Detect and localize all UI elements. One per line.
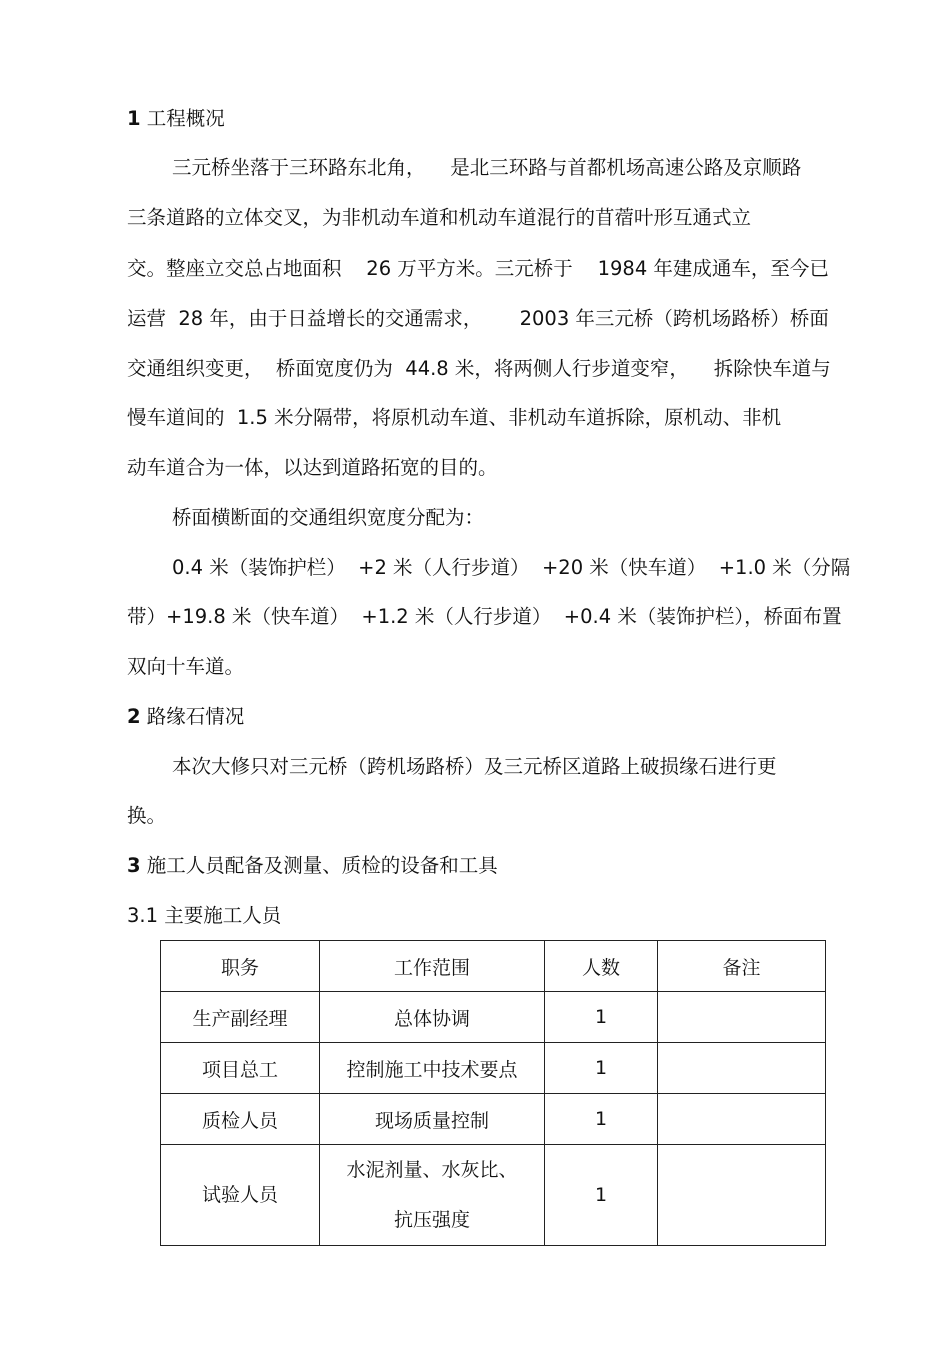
s1-p1-line-7: 动车道合为一体，以达到道路拓宽的目的。 (127, 456, 498, 479)
table-cell-multiline (320, 1145, 545, 1246)
s1-p1-line-1: 三元桥坐落于三环路东北角， 是北三环路与首都机场高速公路及京顺路 (172, 156, 802, 179)
table-cell (658, 1043, 826, 1094)
table-cell: 质检人员 (161, 1094, 320, 1145)
section-2-title: 路缘石情况 (146, 705, 245, 728)
table-cell: 现场质量控制 (320, 1094, 545, 1145)
s2-p1-line-2: 换。 (127, 804, 167, 827)
table-cell (658, 992, 826, 1043)
staff-table (160, 940, 826, 1246)
s1-p1-line-3: 交。整座立交总占地面积 26 万平方米。三元桥于 1984 年建成通车，至今已 (127, 257, 829, 280)
section-1-title: 工程概况 (146, 107, 225, 130)
table-cell: 1 (545, 1145, 658, 1246)
s1-p1-line-2: 三条道路的立体交叉，为非机动车道和机动车道混行的苜蓿叶形互通式立 (127, 206, 752, 229)
table-cell: 生产副经理 (161, 992, 320, 1043)
section-1-heading (127, 107, 225, 131)
section-2-heading (127, 705, 244, 729)
table-row (161, 992, 826, 1043)
table-cell: 1 (545, 992, 658, 1043)
table-cell: 1 (545, 1043, 658, 1094)
s1-p1-line-6: 慢车道间的 1.5 米分隔带，将原机动车道、非机动车道拆除，原机动、非机 (127, 406, 782, 429)
table-row (161, 1094, 826, 1145)
table-cell-line: 水泥剂量、水灰比、 (346, 1159, 518, 1181)
table-cell (658, 1094, 826, 1145)
s1-p1-line-5: 交通组织变更， 桥面宽度仍为 44.8 米，将两侧人行步道变窄， 拆除快车道与 (127, 357, 831, 380)
section-3-number: 3 (127, 854, 141, 877)
table-row (161, 1043, 826, 1094)
table-cell: 项目总工 (161, 1043, 320, 1094)
s1-p1-line-4: 运营 28 年，由于日益增长的交通需求， 2003 年三元桥（跨机场路桥）桥面 (127, 307, 829, 330)
section-3-title: 施工人员配备及测量、质检的设备和工具 (146, 854, 498, 877)
section-2-number: 2 (127, 705, 141, 728)
s1-p3-line-2: 带）+19.8 米（快车道） +1.2 米（人行步道） +0.4 米（装饰护栏），桥面布置 (127, 605, 842, 628)
table-cell (658, 1145, 826, 1246)
table-cell: 试验人员 (161, 1145, 320, 1246)
table-header-row (161, 941, 826, 992)
s1-p3-line-3: 双向十车道。 (127, 655, 245, 678)
section-1-number: 1 (127, 107, 141, 130)
table-cell: 控制施工中技术要点 (320, 1043, 545, 1094)
table-cell: 总体协调 (320, 992, 545, 1043)
header-cell-position: 职务 (161, 941, 320, 992)
header-cell-count: 人数 (545, 941, 658, 992)
table-cell: 1 (545, 1094, 658, 1145)
header-cell-scope: 工作范围 (320, 941, 545, 992)
s1-p3-line-1: 0.4 米（装饰护栏） +2 米（人行步道） +20 米（快车道） +1.0 米（分隔 (172, 556, 851, 579)
s2-p1-line-1: 本次大修只对三元桥（跨机场路桥）及三元桥区道路上破损缘石进行更 (172, 755, 777, 778)
s1-p2: 桥面横断面的交通组织宽度分配为： (172, 506, 485, 529)
header-cell-remarks: 备注 (658, 941, 826, 992)
table-row (161, 1145, 826, 1246)
table-cell-line: 抗压强度 (393, 1209, 470, 1231)
subsection-3-1-heading: 3.1 主要施工人员 (127, 904, 282, 927)
section-3-heading (127, 854, 498, 878)
